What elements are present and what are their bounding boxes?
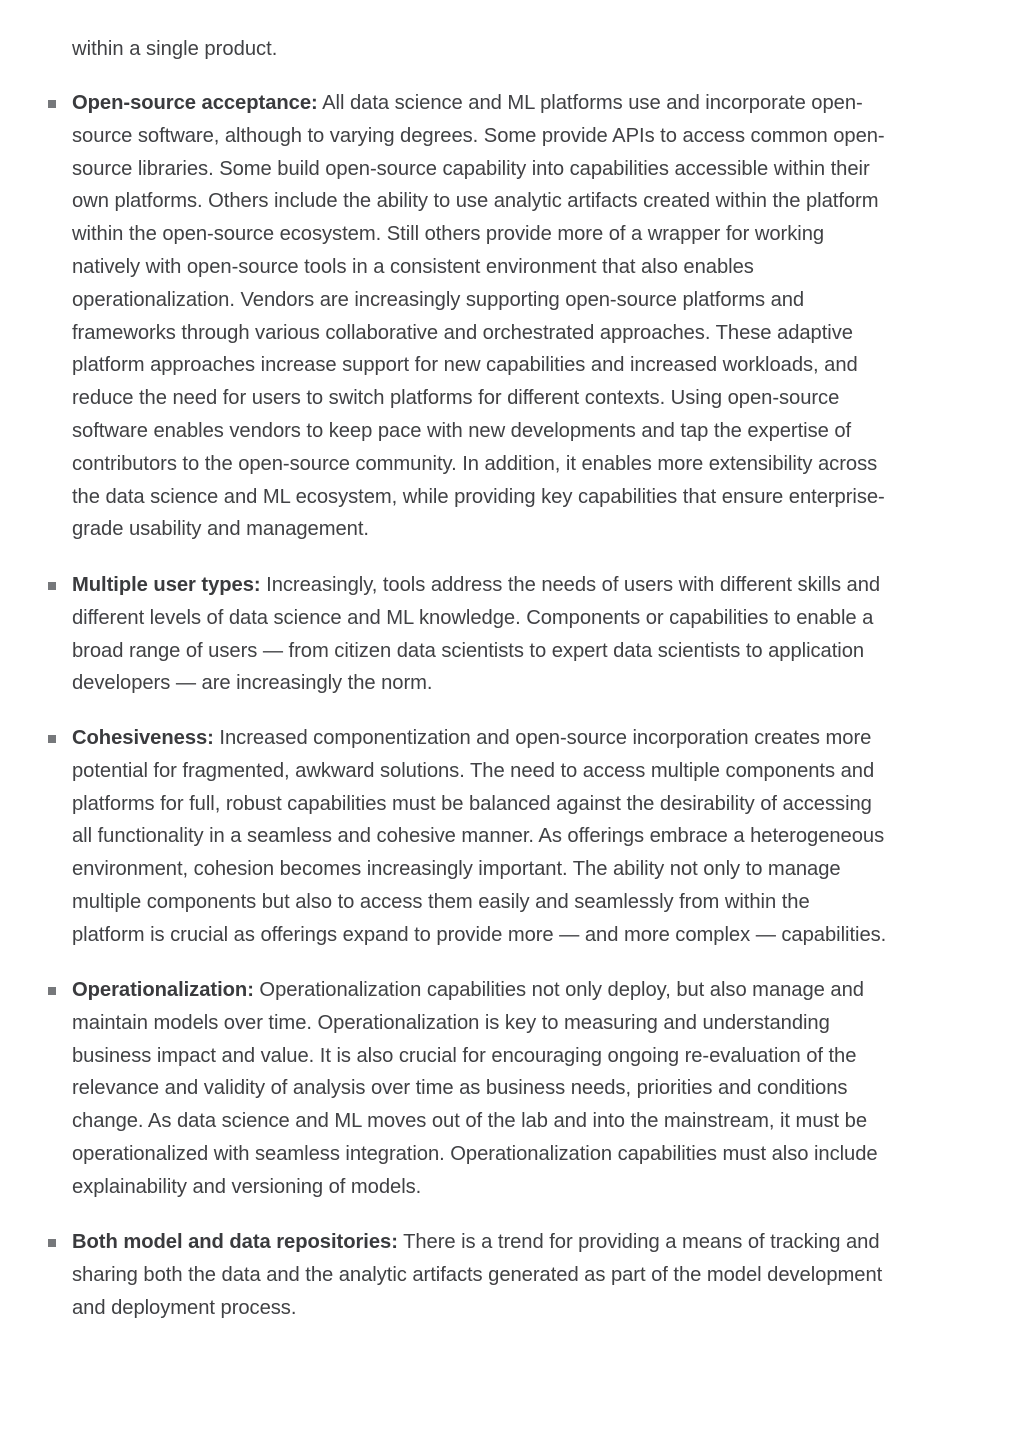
text-line: software enables vendors to keep pace with new developments and tap the expertise of <box>72 419 852 442</box>
text-line: change. As data science and ML moves out of the lab and into the mainstream, it must be <box>72 1110 868 1133</box>
text-line: contributors to the open-source community. In addition, it enables more extensibility across <box>72 452 878 475</box>
text-line: own platforms. Others include the ability to use analytic artifacts created within the platform <box>72 190 879 213</box>
text-line: operationalization. Vendors are increasingly supporting open-source platforms and <box>72 288 805 311</box>
text-line: the data science and ML ecosystem, while providing key capabilities that ensure enterprise- <box>72 485 885 508</box>
text-line: Both model and data repositories: There is a trend for providing a means of tracking and <box>72 1231 880 1253</box>
text-line: environment, cohesion becomes increasingly important. The ability not only to manage <box>72 858 841 881</box>
text-line: platform is crucial as offerings expand to provide more — and more complex — capabilities. <box>72 923 887 946</box>
text-line: developers — are increasingly the norm. <box>72 672 433 695</box>
text-line: explainability and versioning of models. <box>72 1175 422 1198</box>
bullet-term: Cohesiveness: <box>72 727 214 749</box>
text-line: relevance and validity of analysis over time as business needs, priorities and conditions <box>72 1077 848 1100</box>
bullet-term: Both model and data repositories: <box>72 1231 398 1253</box>
text-line: reduce the need for users to switch platforms for different contexts. Using open-source <box>72 387 840 410</box>
bullet-item-cohesiveness <box>72 722 972 952</box>
text-line: broad range of users — from citizen data scientists to expert data scientists to application <box>72 639 865 662</box>
text-line: multiple components but also to access them easily and seamlessly from within the <box>72 890 810 913</box>
text-line: potential for fragmented, awkward solutions. The need to access multiple components and <box>72 759 875 782</box>
text-line: all functionality in a seamless and cohesive manner. As offerings embrace a heterogeneous <box>72 825 885 848</box>
text-line: and deployment process. <box>72 1296 297 1319</box>
text-line: platform approaches increase support for new capabilities and increased workloads, and <box>72 354 858 377</box>
text-line: frameworks through various collaborative and orchestrated approaches. These adaptive <box>72 321 853 344</box>
lead-paragraph-tail: within a single product. <box>72 38 278 60</box>
bullet-item-open-source-acceptance <box>72 87 972 546</box>
bullet-term: Open-source acceptance: <box>72 92 318 114</box>
text-line: Cohesiveness: Increased componentization and open-source incorporation creates more <box>72 727 872 749</box>
text-line: natively with open-source tools in a consistent environment that also enables <box>72 255 754 278</box>
text-line: within the open-source ecosystem. Still others provide more of a wrapper for working <box>72 223 825 246</box>
text-line: Multiple user types: Increasingly, tools address the needs of users with different skills and <box>72 574 881 596</box>
bullet-item-model-and-data-repositories <box>72 1226 972 1324</box>
text-line: grade usability and management. <box>72 518 369 541</box>
text-line: operationalized with seamless integration. Operationalization capabilities must also include <box>72 1142 878 1165</box>
bullet-item-operationalization <box>72 974 972 1204</box>
bullet-term: Multiple user types: <box>72 574 261 596</box>
text-line: Operationalization: Operationalization capabilities not only deploy, but also manage and <box>72 979 864 1001</box>
text-line: source libraries. Some build open-source capability into capabilities accessible within their <box>72 157 870 180</box>
text-line: sharing both the data and the analytic artifacts generated as part of the model development <box>72 1263 883 1286</box>
text-line: Open-source acceptance: All data science and ML platforms use and incorporate open- <box>72 92 863 114</box>
text-line: business impact and value. It is also crucial for encouraging ongoing re-evaluation of the <box>72 1044 857 1067</box>
text-line: platforms for full, robust capabilities must be balanced against the desirability of accessing <box>72 792 872 815</box>
square-bullet-icon <box>48 735 56 743</box>
text-line: different levels of data science and ML knowledge. Components or capabilities to enable a <box>72 606 874 629</box>
text-line: source software, although to varying degrees. Some provide APIs to access common open- <box>72 124 885 147</box>
bullet-item-multiple-user-types <box>72 569 972 700</box>
square-bullet-icon <box>48 582 56 590</box>
square-bullet-icon <box>48 1239 56 1247</box>
text-line: maintain models over time. Operationalization is key to measuring and understanding <box>72 1011 830 1034</box>
bullet-term: Operationalization: <box>72 979 254 1001</box>
square-bullet-icon <box>48 987 56 995</box>
square-bullet-icon <box>48 100 56 108</box>
